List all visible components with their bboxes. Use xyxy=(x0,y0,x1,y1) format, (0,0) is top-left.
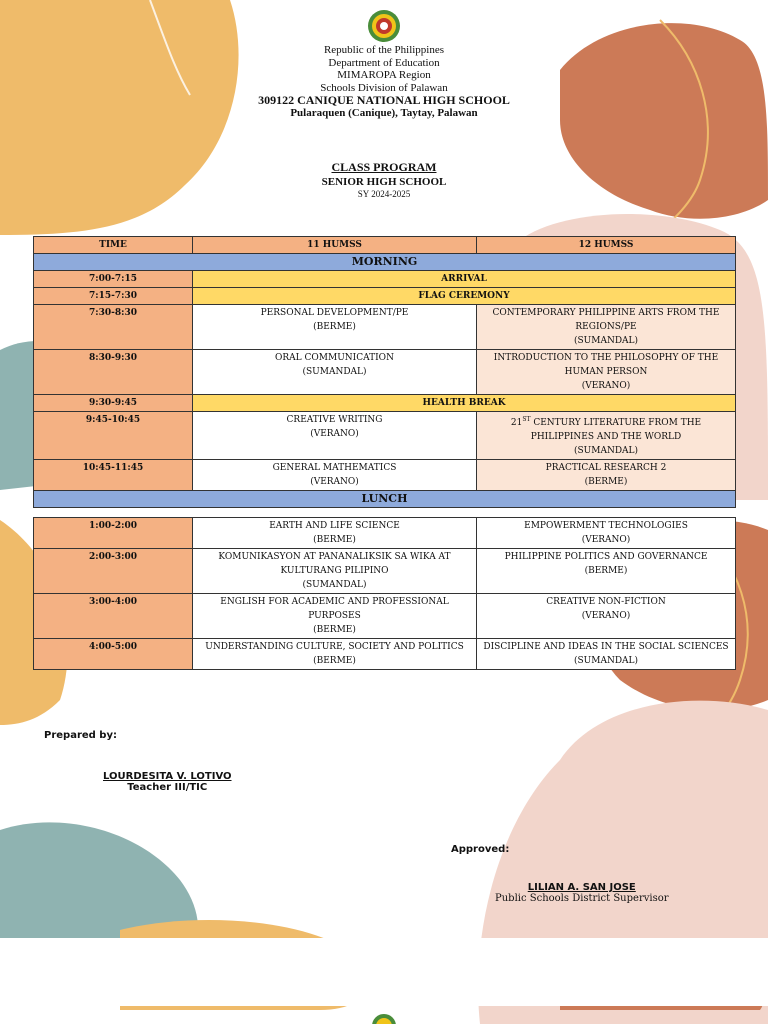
subject-name: GENERAL MATHEMATICS xyxy=(272,463,397,473)
table-row xyxy=(34,305,736,350)
lunch-label: LUNCH xyxy=(34,491,736,508)
grade-12-subject-cell xyxy=(477,350,736,395)
span-cell-flag-ceremony: FLAG CEREMONY xyxy=(193,288,736,305)
time-cell: 9:30-9:45 xyxy=(34,395,193,412)
table-row xyxy=(34,288,736,305)
prepared-by-name: LOURDESITA V. LOTIVO xyxy=(103,771,232,782)
table-row xyxy=(34,412,736,460)
header-time: TIME xyxy=(34,237,193,254)
grade-11-subject-cell xyxy=(193,639,477,670)
teacher-name: (SUMANDAL) xyxy=(302,367,367,377)
subject-name: UNDERSTANDING CULTURE, SOCIETY AND POLITICS xyxy=(205,642,464,652)
time-cell: 3:00-4:00 xyxy=(34,594,193,639)
subject-name: PRACTICAL RESEARCH 2 xyxy=(545,463,667,473)
morning-label: MORNING xyxy=(34,254,736,271)
time-cell: 9:45-10:45 xyxy=(34,412,193,460)
grade-11-subject-cell xyxy=(193,594,477,639)
subject-prefix: 21 xyxy=(510,418,523,428)
teacher-name: (BERME) xyxy=(313,535,356,545)
teacher-name: (VERANO) xyxy=(581,381,631,391)
time-cell: 7:30-8:30 xyxy=(34,305,193,350)
grade-11-subject-cell xyxy=(193,460,477,491)
grade-12-subject-cell xyxy=(477,412,736,460)
teacher-name: (BERME) xyxy=(584,566,628,576)
deped-seal-icon xyxy=(366,8,402,44)
teacher-name: (VERANO) xyxy=(310,477,359,487)
teacher-name: (SUMANDAL) xyxy=(573,336,639,346)
approved-by-name: LILIAN A. SAN JOSE xyxy=(527,882,636,893)
subject-name: INTRODUCTION TO THE PHILOSOPHY OF THE HUMAN PERSON xyxy=(493,353,719,377)
document-subtitle: SENIOR HIGH SCHOOL xyxy=(321,176,447,188)
header-11-humss: 11 HUMSS xyxy=(193,237,477,254)
teacher-name: (BERME) xyxy=(584,477,628,487)
grade-11-subject-cell xyxy=(193,305,477,350)
teacher-name: (BERME) xyxy=(313,656,356,666)
teacher-name: (VERANO) xyxy=(310,429,359,439)
teacher-name: (VERANO) xyxy=(581,611,631,621)
grade-12-subject-cell xyxy=(477,305,736,350)
table-header-row xyxy=(34,237,736,254)
time-cell: 7:15-7:30 xyxy=(34,288,193,305)
grade-12-subject-cell xyxy=(477,549,736,594)
teacher-name: (SUMANDAL) xyxy=(573,446,639,456)
grade-11-subject-cell xyxy=(193,549,477,594)
header-line-republic: Republic of the Philippines xyxy=(323,44,445,56)
subject-name: KOMUNIKASYON AT PANANALIKSIK SA WIKA AT KULTURANG PILIPINO xyxy=(218,552,451,576)
subject-name: EMPOWERMENT TECHNOLOGIES xyxy=(524,521,688,531)
subject-rest: CENTURY LITERATURE FROM THE PHILIPPINES AND THE WORLD xyxy=(530,418,702,442)
teacher-name: (SUMANDAL) xyxy=(573,656,639,666)
time-cell: 8:30-9:30 xyxy=(34,350,193,395)
subject-name: DISCIPLINE AND IDEAS IN THE SOCIAL SCIENCES xyxy=(483,642,729,652)
subject-name: CONTEMPORARY PHILIPPINE ARTS FROM THE REGIONS/PE xyxy=(492,308,720,332)
time-cell: 1:00-2:00 xyxy=(34,518,193,549)
approved-by-title: Public Schools District Supervisor xyxy=(495,893,669,904)
school-year: SY 2024-2025 xyxy=(357,189,411,199)
subject-name: EARTH AND LIFE SCIENCE xyxy=(269,521,400,531)
approved-by-block xyxy=(495,882,669,904)
lunch-label-row xyxy=(34,491,736,508)
time-cell: 10:45-11:45 xyxy=(34,460,193,491)
table-row xyxy=(34,271,736,288)
time-cell: 4:00-5:00 xyxy=(34,639,193,670)
grade-11-subject-cell xyxy=(193,518,477,549)
approved-label: Approved: xyxy=(451,844,510,855)
next-page-seal-icon xyxy=(370,1012,398,1024)
table-row xyxy=(34,639,736,670)
grade-12-subject-cell xyxy=(477,518,736,549)
teacher-name: (VERANO) xyxy=(581,535,631,545)
span-cell-health-break: HEALTH BREAK xyxy=(193,395,736,412)
subject-name: CREATIVE WRITING xyxy=(286,415,383,425)
prepared-by-block xyxy=(103,771,232,793)
grade-11-subject-cell xyxy=(193,350,477,395)
table-row xyxy=(34,594,736,639)
table-row xyxy=(34,518,736,549)
subject-name: PHILIPPINE POLITICS AND GOVERNANCE xyxy=(504,552,708,562)
teacher-name: (SUMANDAL) xyxy=(302,580,367,590)
table-row xyxy=(34,460,736,491)
subject-name: PERSONAL DEVELOPMENT/PE xyxy=(260,308,409,318)
school-address: Pularaquen (Canique), Taytay, Palawan xyxy=(290,106,478,119)
prepared-by-title: Teacher III/TIC xyxy=(127,782,208,793)
agency-header xyxy=(0,44,768,119)
subject-name xyxy=(479,413,733,444)
school-name: 309122 CANIQUE NATIONAL HIGH SCHOOL xyxy=(258,93,510,107)
table-row xyxy=(34,549,736,594)
grade-12-subject-cell xyxy=(477,639,736,670)
header-12-humss: 12 HUMSS xyxy=(477,237,736,254)
subject-name: ORAL COMMUNICATION xyxy=(275,353,394,363)
table-row xyxy=(34,395,736,412)
prepared-by-label: Prepared by: xyxy=(44,730,117,741)
grade-11-subject-cell xyxy=(193,412,477,460)
grade-12-subject-cell xyxy=(477,594,736,639)
grade-12-subject-cell xyxy=(477,460,736,491)
teacher-name: (BERME) xyxy=(313,625,356,635)
time-cell: 2:00-3:00 xyxy=(34,549,193,594)
document-title: CLASS PROGRAM xyxy=(331,160,437,174)
teacher-name: (BERME) xyxy=(313,322,356,332)
time-cell: 7:00-7:15 xyxy=(34,271,193,288)
header-line-department: Department of Education xyxy=(328,56,440,69)
table-row xyxy=(34,350,736,395)
header-line-region: MIMAROPA Region xyxy=(337,69,431,81)
header-line-division: Schools Division of Palawan xyxy=(320,81,448,94)
afternoon-schedule-table xyxy=(33,517,736,670)
subject-name: CREATIVE NON-FICTION xyxy=(546,597,666,607)
morning-label-row xyxy=(34,254,736,271)
subject-name: ENGLISH FOR ACADEMIC AND PROFESSIONAL PURPOSES xyxy=(220,597,449,621)
morning-schedule-table xyxy=(33,236,736,508)
subject-superscript: ST xyxy=(522,416,531,423)
span-cell-arrival: ARRIVAL xyxy=(193,271,736,288)
